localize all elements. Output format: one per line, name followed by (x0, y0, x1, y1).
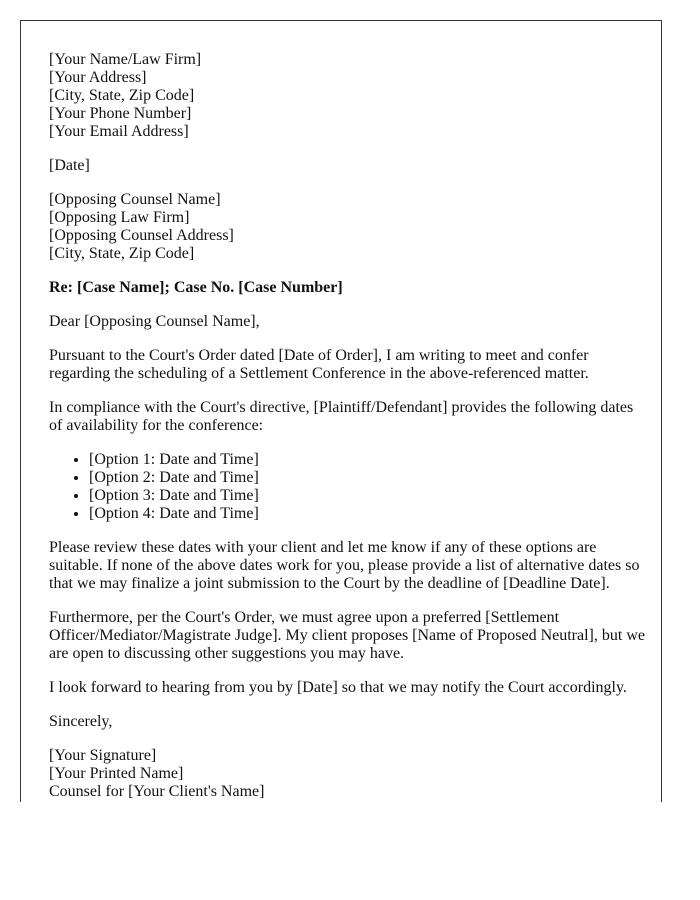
list-item: • [Option 1: Date and Time] (89, 451, 649, 469)
recipient-address: [Opposing Counsel Address] (49, 227, 234, 244)
paragraph-intro: Pursuant to the Court's Order dated [Date of Order], I am writing to meet and confer regarding the scheduling of a Settlement Conference in the above-referenced matter. (49, 347, 589, 382)
letter-date: [Date] (49, 157, 90, 174)
options-list (49, 451, 649, 523)
sender-phone: [Your Phone Number] (49, 105, 192, 122)
salutation: Dear [Opposing Counsel Name], (49, 313, 260, 330)
sender-address: [Your Address] (49, 69, 147, 86)
printed-name: [Your Printed Name] (49, 765, 184, 782)
page-frame (20, 20, 662, 802)
list-item: • [Option 2: Date and Time] (89, 469, 649, 487)
signature-block (49, 747, 649, 801)
recipient-city: [City, State, Zip Code] (49, 245, 195, 262)
paragraph-review: Please review these dates with your client and let me know if any of these options are suitable. If none of the above dates work for you, please provide a list of alternative dates so that we may finalize a joint submission to the Court by the deadline of [Deadline Date]. (49, 539, 640, 592)
re-line: Re: [Case Name]; Case No. [Case Number] (49, 279, 343, 296)
paragraph-availability: In compliance with the Court's directive, [Plaintiff/Defendant] provides the following dates of availability for the conference: (49, 399, 634, 434)
list-item: • [Option 4: Date and Time] (89, 505, 649, 523)
paragraph-followup: I look forward to hearing from you by [Date] so that we may notify the Court accordingly. (49, 679, 627, 696)
recipient-firm: [Opposing Law Firm] (49, 209, 190, 226)
sender-name: [Your Name/Law Firm] (49, 51, 202, 68)
list-item: • [Option 3: Date and Time] (89, 487, 649, 505)
signature: [Your Signature] (49, 747, 157, 764)
recipient-block (49, 191, 649, 263)
sender-email: [Your Email Address] (49, 123, 189, 140)
sender-city: [City, State, Zip Code] (49, 87, 195, 104)
letter (20, 20, 662, 802)
counsel-for: Counsel for [Your Client's Name] (49, 783, 265, 800)
closing: Sincerely, (49, 713, 113, 730)
sender-block (49, 51, 649, 141)
paragraph-neutral: Furthermore, per the Court's Order, we must agree upon a preferred [Settlement Officer/Mediator/Magistrate Judge]. My client proposes [Name of Proposed Neutral], but we are open to discussing other suggestions you may have. (49, 609, 645, 662)
recipient-name: [Opposing Counsel Name] (49, 191, 221, 208)
